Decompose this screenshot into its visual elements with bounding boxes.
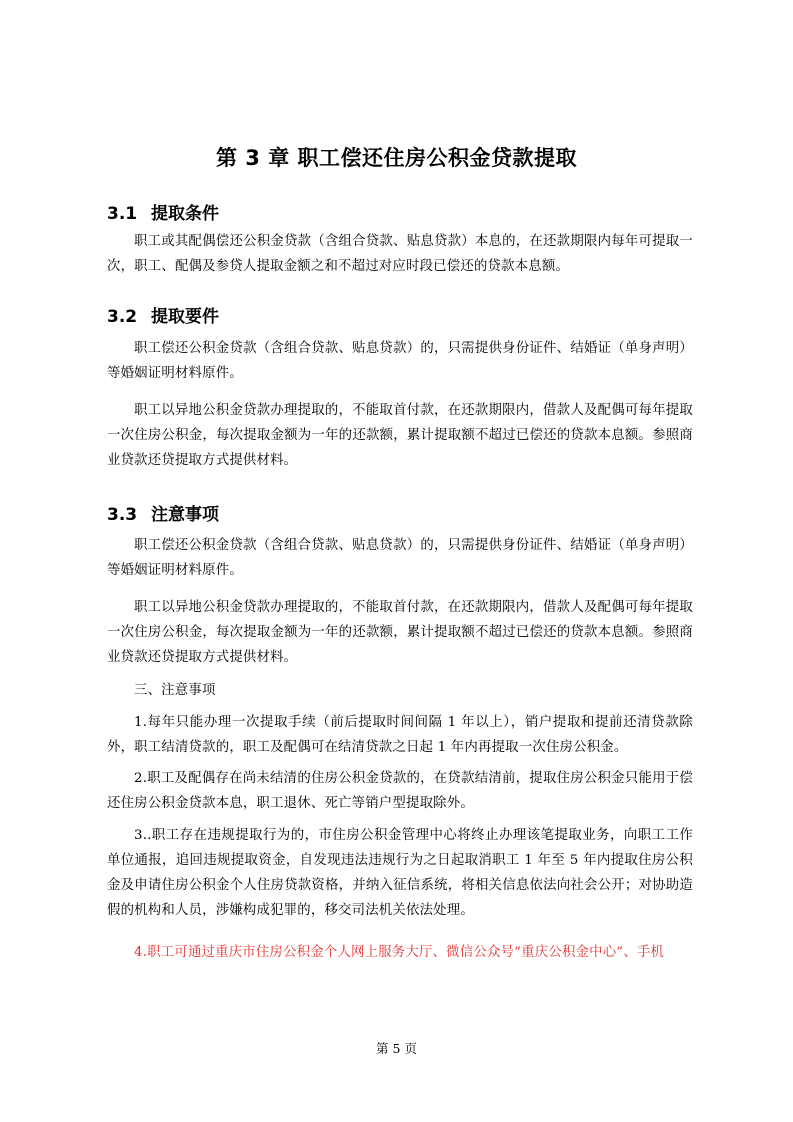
section-number: 3.3 [107,505,138,525]
chapter-title: 第 3 章 职工偿还住房公积金贷款提取 [215,146,578,170]
section-heading-3-2 [107,305,219,329]
paragraph: 职工或其配偶偿还公积金贷款（含组合贷款、贴息贷款）本息的，在还款期限内每年可提取一次，职工、配偶及参贷人提取金额之和不超过对应时段已偿还的贷款本息额。 [107,234,693,274]
page-number: 第 5 页 [376,1041,417,1056]
notice-item-4: 4.职工可通过重庆市住房公积金个人网上服务大厅、微信公众号“重庆公积金中心”、手机 [134,945,665,960]
section-title: 提取要件 [151,307,219,327]
paragraph: 职工偿还公积金贷款（含组合贷款、贴息贷款）的，只需提供身份证件、结婚证（单身声明）等婚姻证明材料原件。 [107,341,693,381]
section-heading-3-1 [107,202,219,226]
paragraph: 职工以异地公积金贷款办理提取的，不能取首付款，在还款期限内，借款人及配偶可每年提取一次住房公积金，每次提取金额为一年的还款额，累计提取额不超过已偿还的贷款本息额。参照商业贷款还贷提取方式提供材料。 [107,600,693,665]
paragraph: 职工偿还公积金贷款（含组合贷款、贴息贷款）的，只需提供身份证件、结婚证（单身声明）等婚姻证明材料原件。 [107,538,693,578]
notice-heading: 三、注意事项 [134,683,216,698]
section-number: 3.2 [107,307,138,327]
notice-item-1: 1.每年只能办理一次提取手续（前后提取时间间隔 1 年以上），销户提取和提前还清贷款除外，职工结清贷款的，职工及配偶可在结清贷款之日起 1 年内再提取一次住房公积金。 [107,715,693,755]
section-title: 提取条件 [151,204,219,224]
notice-item-3: 3..职工存在违规提取行为的，市住房公积金管理中心将终止办理该笔提取业务，向职工工作单位通报，追回违规提取资金，自发现违法违规行为之日起取消职工 1 年至 5 年内提取住房公积金及申请住房公积金个人住房贷款资格，并纳入征信系统，将相关信息依法向社会公开；对协助造假的机构和人员，涉嫌构成犯罪的，移交司法机关依法处理。 [107,828,693,918]
section-heading-3-3 [107,503,219,527]
section-title: 注意事项 [151,505,219,525]
paragraph: 职工以异地公积金贷款办理提取的，不能取首付款，在还款期限内，借款人及配偶可每年提取一次住房公积金，每次提取金额为一年的还款额，累计提取额不超过已偿还的贷款本息额。参照商业贷款还贷提取方式提供材料。 [107,403,693,468]
section-number: 3.1 [107,204,138,224]
notice-item-2: 2.职工及配偶存在尚未结清的住房公积金贷款的，在贷款结清前，提取住房公积金只能用于偿还住房公积金贷款本息，职工退休、死亡等销户型提取除外。 [107,771,693,811]
